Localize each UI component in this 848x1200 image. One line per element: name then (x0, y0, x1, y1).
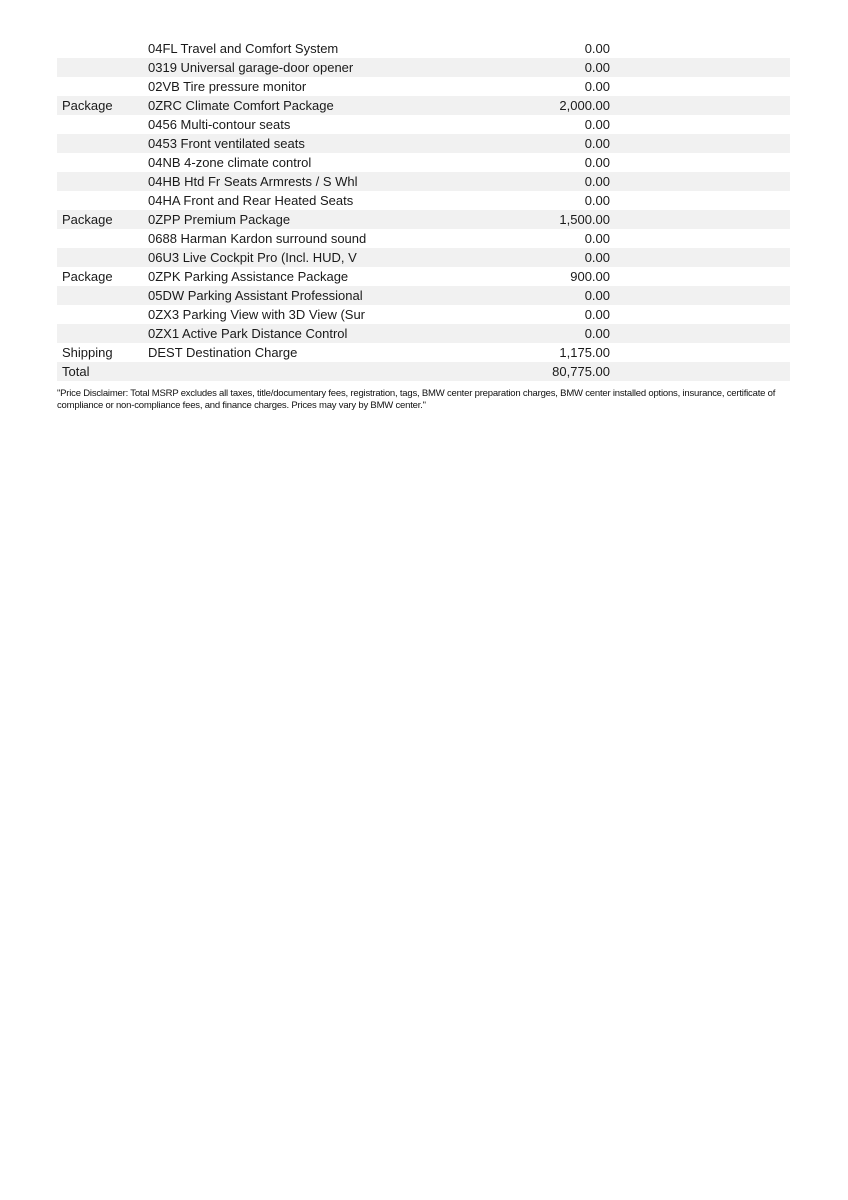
table-row (57, 172, 790, 191)
table-row (57, 324, 790, 343)
row-description: 0456 Multi-contour seats (148, 117, 291, 132)
table-row (57, 39, 790, 58)
table-row (57, 134, 790, 153)
table-row (57, 96, 790, 115)
table-row (57, 362, 790, 381)
row-description: 0ZX3 Parking View with 3D View (Sur (148, 307, 366, 322)
row-category: Package (62, 269, 113, 284)
row-price: 0.00 (584, 41, 610, 56)
row-category: Shipping (62, 345, 113, 360)
row-description: 05DW Parking Assistant Professional (148, 288, 363, 303)
row-description: 04HA Front and Rear Heated Seats (148, 193, 354, 208)
row-price: 0.00 (584, 136, 610, 151)
price-table (57, 39, 790, 381)
row-category: Package (62, 98, 113, 113)
row-price: 0.00 (584, 193, 610, 208)
row-description: 02VB Tire pressure monitor (148, 79, 307, 94)
row-price: 0.00 (584, 60, 610, 75)
row-category: Total (62, 364, 90, 379)
row-description: 06U3 Live Cockpit Pro (Incl. HUD, V (148, 250, 357, 265)
row-category: Package (62, 212, 113, 227)
row-description: 0453 Front ventilated seats (148, 136, 305, 151)
table-row (57, 191, 790, 210)
row-description: 04FL Travel and Comfort System (148, 41, 339, 56)
table-row (57, 77, 790, 96)
row-price: 0.00 (584, 174, 610, 189)
table-row (57, 248, 790, 267)
row-price: 1,175.00 (559, 345, 610, 360)
row-price: 0.00 (584, 79, 610, 94)
table-row (57, 210, 790, 229)
row-price: 0.00 (584, 231, 610, 246)
table-row (57, 153, 790, 172)
row-description: 0688 Harman Kardon surround sound (148, 231, 367, 246)
row-description: 0ZPK Parking Assistance Package (148, 269, 349, 284)
row-price: 0.00 (584, 307, 610, 322)
row-price: 0.00 (584, 326, 610, 341)
row-price: 0.00 (584, 250, 610, 265)
price-disclaimer: "Price Disclaimer: Total MSRP excludes all taxes, title/documentary fees, registration, tags, BMW center preparation charges, BMW center installed options, insurance, certificate of compliance or non-compliance fees, and finance charges. Prices may vary by BMW center." (57, 388, 776, 411)
row-description: 04NB 4-zone climate control (148, 155, 312, 170)
row-price: 1,500.00 (559, 212, 610, 227)
table-row (57, 267, 790, 286)
row-price: 2,000.00 (559, 98, 610, 113)
row-price: 0.00 (584, 117, 610, 132)
table-row (57, 343, 790, 362)
row-description: 04HB Htd Fr Seats Armrests / S Whl (148, 174, 358, 189)
row-description: 0ZRC Climate Comfort Package (148, 98, 334, 113)
table-row (57, 305, 790, 324)
row-price: 80,775.00 (552, 364, 610, 379)
row-description: 0319 Universal garage-door opener (148, 60, 354, 75)
row-description: 0ZPP Premium Package (148, 212, 291, 227)
table-row (57, 58, 790, 77)
row-price: 0.00 (584, 155, 610, 170)
row-description: 0ZX1 Active Park Distance Control (148, 326, 348, 341)
row-price: 0.00 (584, 288, 610, 303)
table-row (57, 229, 790, 248)
table-row (57, 115, 790, 134)
row-price: 900.00 (570, 269, 610, 284)
row-description: DEST Destination Charge (148, 345, 298, 360)
table-row (57, 286, 790, 305)
